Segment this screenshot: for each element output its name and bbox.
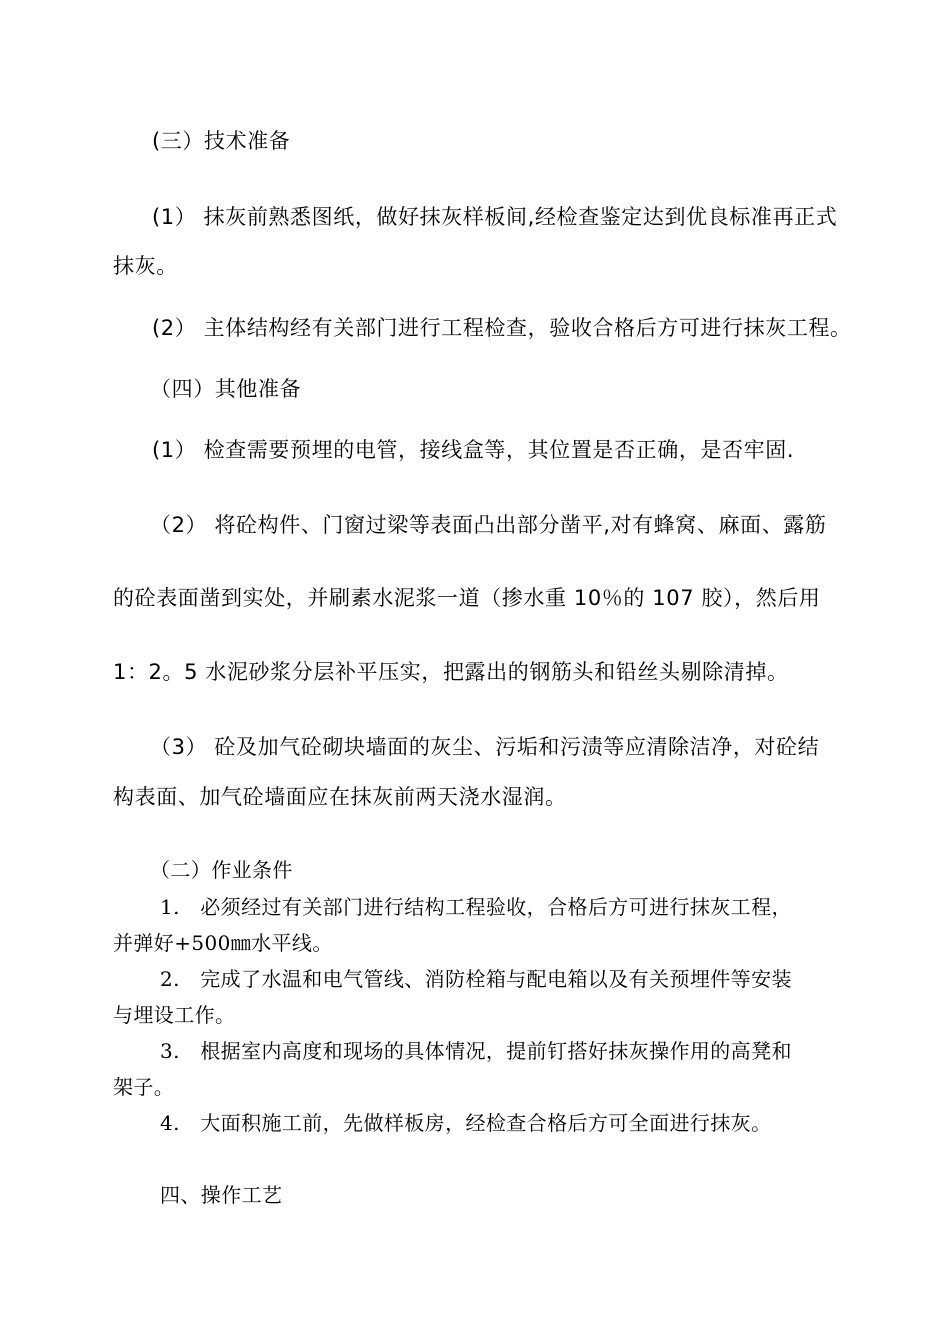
paragraph-line: 的砼表面凿到实处，并刷素水泥浆一道（掺水重 10％的 107 胶），然后用 [113,586,821,610]
paragraph-line: 架子。 [113,1075,175,1099]
paragraph-line: （2） 将砼构件、门窗过梁等表面凸出部分凿平,对有蜂窝、麻面、露筋 [150,513,827,537]
section-heading-work-conditions: （二）作业条件 [150,858,293,882]
paragraph-line: （3） 砼及加气砼砌块墙面的灰尘、污垢和污渍等应清除洁净，对砼结 [150,735,820,759]
paragraph-line: (1） 抹灰前熟悉图纸，做好抹灰样板间,经检查鉴定达到优良标准再正式 [152,205,838,229]
paragraph-line: 3. 根据室内高度和现场的具体情况，提前钉搭好抹灰操作用的高凳和 [160,1039,792,1063]
section-heading-technical-prep: (三）技术准备 [152,129,291,153]
paragraph-line: (2） 主体结构经有关部门进行工程检查，验收合格后方可进行抹灰工程。 [152,316,852,340]
paragraph-line: (1） 检查需要预埋的电管，接线盒等，其位置是否正确，是否牢固. [152,438,795,462]
section-heading-other-prep: （四）其他准备 [150,377,302,401]
paragraph-line: 4. 大面积施工前，先做样板房，经检查合格后方可全面进行抹灰。 [160,1111,772,1135]
paragraph-line: 与埋设工作。 [113,1003,236,1027]
section-heading-operation-process: 四、操作工艺 [160,1183,283,1207]
paragraph-line: 并弹好+500㎜水平线。 [113,931,333,955]
paragraph-line: 构表面、加气砼墙面应在抹灰前两天浇水湿润。 [113,785,567,809]
paragraph-line: 抹灰。 [113,254,178,278]
paragraph-line: 2. 完成了水温和电气管线、消防栓箱与配电箱以及有关预埋件等安装 [160,967,792,991]
paragraph-line: 1：2。5 水泥砂浆分层补平压实，把露出的钢筋头和铅丝头剔除清掉。 [113,660,789,684]
paragraph-line: 1. 必须经过有关部门进行结构工程验收，合格后方可进行抹灰工程， [160,895,792,919]
